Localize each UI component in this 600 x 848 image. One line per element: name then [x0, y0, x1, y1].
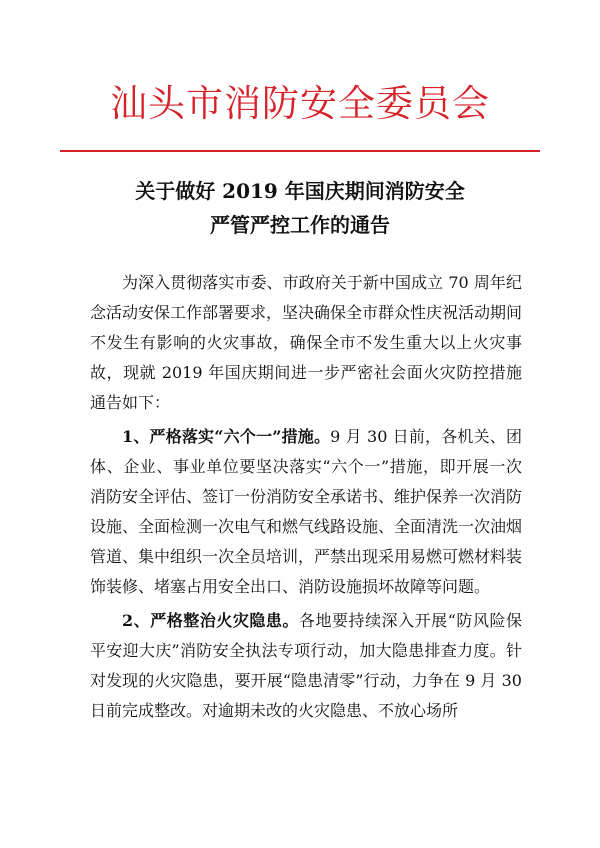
- intro-text: 为深入贯彻落实市委、市政府关于新中国成立 70 周年纪念活动安保工作部署要求，坚决确保全市群众性庆祝活动期间不发生有影响的火灾事故，确保全市不发生重大以上火灾事故，现就 2019 年国庆期间进一步严密社会面火灾防控措施通告如下：: [90, 273, 523, 412]
- title-line-1: 关于做好 2019 年国庆期间消防安全: [135, 179, 465, 203]
- header-divider: [60, 150, 540, 152]
- notice-body: [90, 268, 522, 726]
- item-2-text: 各地要持续深入开展“防风险保平安迎大庆”消防安全执法专项行动，加大隐患排查力度。针对发现的火灾隐患，要开展“隐患清零”行动，力争在 9 月 30 日前完成整改。对逾期未改的火灾隐患、不放心场所: [90, 611, 522, 720]
- item-1-heading: 1、严格落实“六个一”措施。: [122, 427, 331, 446]
- issuer-header: 汕头市消防安全委员会: [110, 82, 490, 125]
- intro-paragraph: [90, 268, 522, 418]
- title-line-2: 严管严控工作的通告: [210, 213, 390, 237]
- item-1-paragraph: [90, 422, 522, 602]
- item-2-heading: 2、严格整治火灾隐患。: [122, 611, 299, 630]
- item-1-text: 9 月 30 日前，各机关、团体、企业、事业单位要坚决落实“六个一”措施，即开展一次消防安全评估、签订一份消防安全承诺书、维护保养一次消防设施、全面检测一次电气和燃气线路设施、全面清洗一次油烟管道、集中组织一次全员培训，严禁出现采用易燃可燃材料装饰装修、堵塞占用安全出口、消防设施损坏故障等问题。: [90, 427, 523, 596]
- notice-title: [0, 174, 600, 242]
- item-2-paragraph: [90, 606, 522, 726]
